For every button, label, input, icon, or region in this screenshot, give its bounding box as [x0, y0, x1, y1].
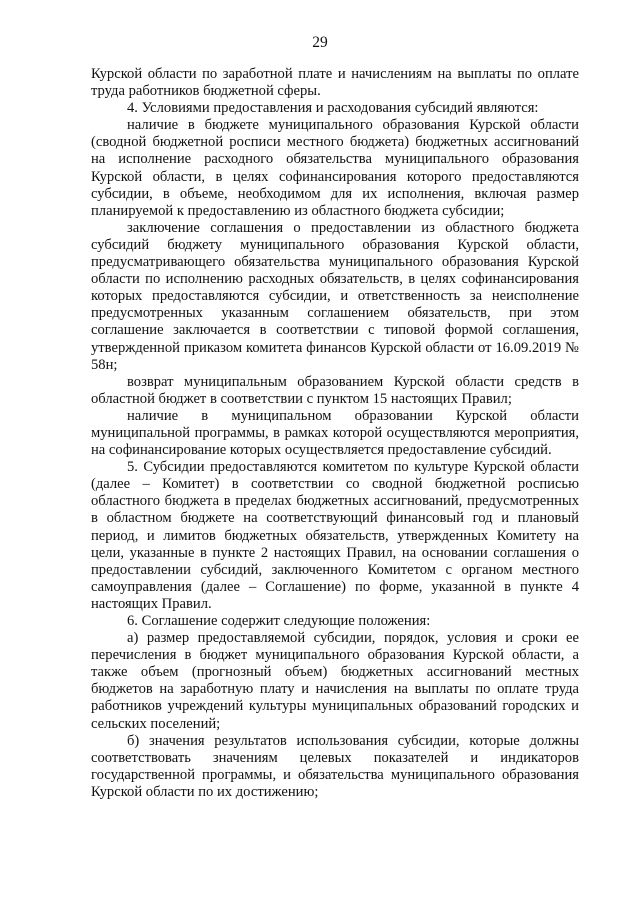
paragraph-item-5: 5. Субсидии предоставляются комитетом по культуре Курской области (далее – Комитет) в соответствии со сводной бюджетной росписью областного бюджета в пределах бюджетных ассигнований, предусмотренных в областном бюджете на соответствующий финансовый год и плановый период, и лимитов бюджетных обязательств, утвержденных Комитету на цели, указанные в пункте 2 настоящих Правил, на основании соглашения о предоставлении субсидий, заключенного Комитетом с органом местного самоуправления (далее – Соглашение) по форме, указанной в пункте 4 настоящих Правил. — [91, 459, 579, 612]
paragraph-item-6: 6. Соглашение содержит следующие положения: — [127, 613, 431, 629]
paragraph-condition-program: наличие в муниципальном образовании Курской области муниципальной программы, в рамках которой осуществляются мероприятия, на софинансирование которых осуществляется предоставление субсидий. — [91, 407, 579, 459]
page-number: 29 — [312, 34, 328, 51]
document-body — [91, 66, 579, 801]
paragraph-condition-return: возврат муниципальным образованием Курской области средств в областной бюджет в соответствии с пунктом 15 настоящих Правил; — [91, 373, 579, 407]
paragraph-continuation: Курской области по заработной плате и начислениям на выплаты по оплате труда работников бюджетной сферы. — [91, 66, 579, 100]
paragraph-condition-agreement: заключение соглашения о предоставлении из областного бюджета субсидий бюджету муниципального образования Курской области, предусматривающего обязательства муниципального образования Курской области по исполнению расходных обязательств, в целях софинансирования которых предоставляются субсидии, и ответственность за неисполнение предусмотренных указанным соглашением обязательств, при этом соглашение заключается в соответствии с типовой формой соглашения, утвержденной приказом комитета финансов Курской области от 16.09.2019 № 58н; — [91, 219, 579, 373]
paragraph-item-4: 4. Условиями предоставления и расходования субсидий являются: — [127, 100, 539, 117]
paragraph-item-6b: б) значения результатов использования субсидии, которые должны соответствовать значениям целевых показателей и индикаторов государственной программы, и обязательства муниципального образования Курской области по их достижению; — [91, 732, 579, 800]
paragraph-item-6a: а) размер предоставляемой субсидии, порядок, условия и сроки ее перечисления в бюджет муниципального образования Курской области, а также объем (прогнозный объем) бюджетных ассигнований местных бюджетов на заработную плату и начисления на выплаты по оплате труда работников учреждений культуры муниципальных образований городских и сельских поселений; — [91, 630, 579, 732]
paragraph-condition-budget: наличие в бюджете муниципального образования Курской области (сводной бюджетной росписи местного бюджета) бюджетных ассигнований на исполнение расходного обязательства муниципального образования Курской области, в целях софинансирования которого предоставляются субсидии, в объеме, необходимом для их исполнения, включая размер планируемой к предоставлению из областного бюджета субсидии; — [91, 117, 579, 219]
